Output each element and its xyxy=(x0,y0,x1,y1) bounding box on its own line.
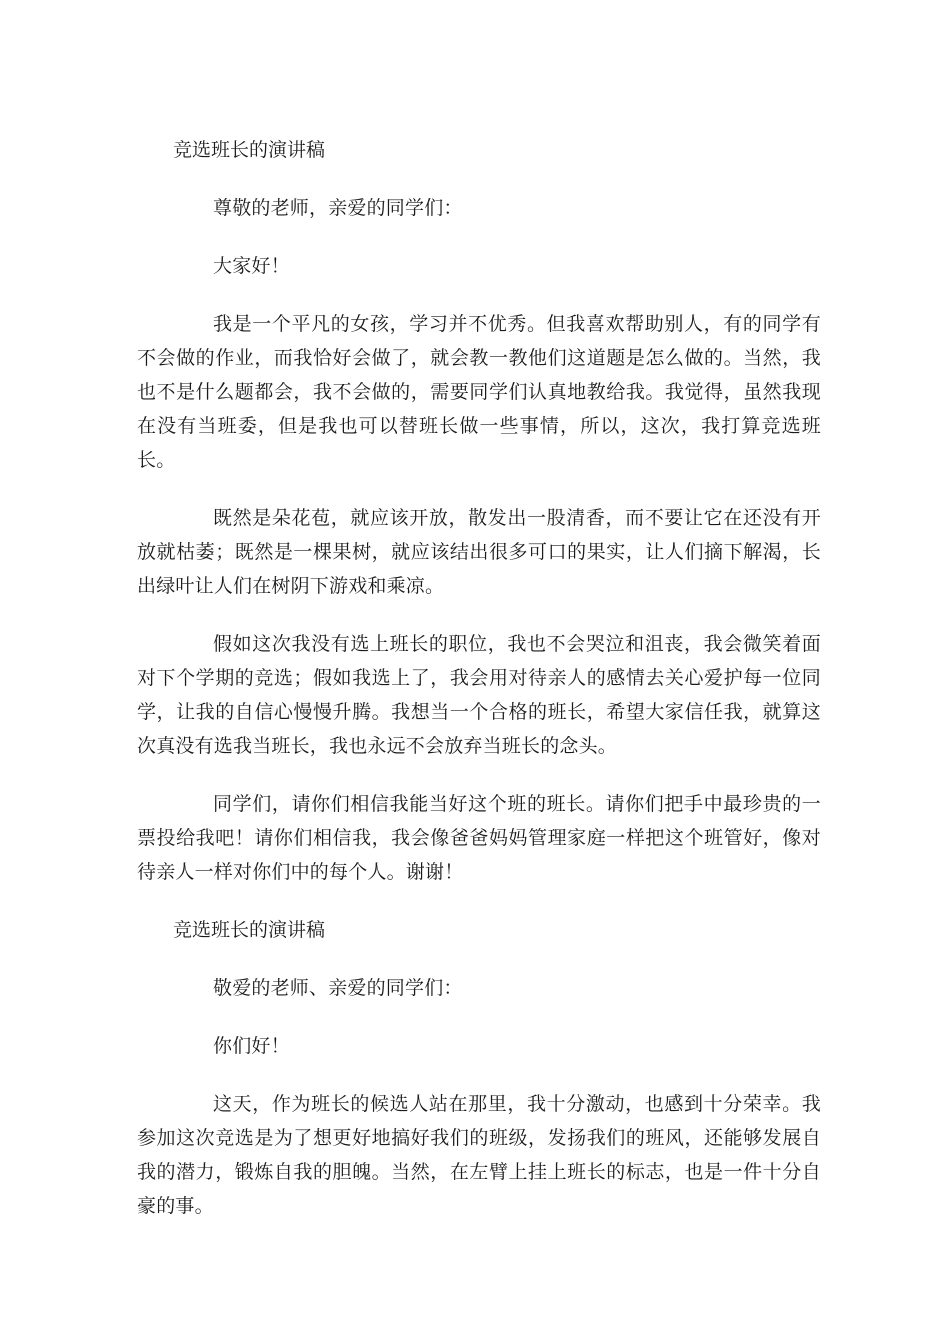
section-2-paragraph-1: 这天，作为班长的候选人站在那里，我十分激动，也感到十分荣幸。我参加这次竞选是为了想更好地搞好我们的班级，发扬我们的班风，还能够发展自我的潜力，锻炼自我的胆魄。当然，在左臂上挂上班长的标志，也是一件十分自豪的事。 xyxy=(137,1093,821,1217)
document-body xyxy=(137,133,821,1247)
section-1-paragraph-2: 既然是朵花苞，就应该开放，散发出一股清香，而不要让它在还没有开放就枯萎；既然是一棵果树，就应该结出很多可口的果实，让人们摘下解渴，长出绿叶让人们在树阴下游戏和乘凉。 xyxy=(137,507,821,597)
section-1-paragraph-1: 我是一个平凡的女孩，学习并不优秀。但我喜欢帮助别人，有的同学有不会做的作业，而我恰好会做了，就会教一教他们这道题是怎么做的。当然，我也不是什么题都会，我不会做的，需要同学们认真地教给我。我觉得，虽然我现在没有当班委，但是我也可以替班长做一些事情，所以，这次，我打算竞选班长。 xyxy=(137,313,821,471)
section-1-paragraph-4: 同学们，请你们相信我能当好这个班的班长。请你们把手中最珍贵的一票投给我吧！请你们相信我，我会像爸爸妈妈管理家庭一样把这个班管好，像对待亲人一样对你们中的每个人。谢谢！ xyxy=(137,793,821,883)
section-2-title: 竞选班长的演讲稿 xyxy=(173,919,326,941)
section-1-paragraph-3: 假如这次我没有选上班长的职位，我也不会哭泣和沮丧，我会微笑着面对下个学期的竞选；假如我选上了，我会用对待亲人的感情去关心爱护每一位同学，让我的自信心慢慢升腾。我想当一个合格的班长，希望大家信任我，就算这次真没有选我当班长，我也永远不会放弃当班长的念头。 xyxy=(137,633,821,757)
section-1-title: 竞选班长的演讲稿 xyxy=(173,139,326,161)
section-1-salutation: 尊敬的老师，亲爱的同学们： xyxy=(213,197,463,219)
section-2-greeting: 你们好！ xyxy=(213,1035,290,1057)
section-1-greeting: 大家好！ xyxy=(213,255,290,277)
section-2-salutation: 敬爱的老师、亲爱的同学们： xyxy=(213,977,463,999)
